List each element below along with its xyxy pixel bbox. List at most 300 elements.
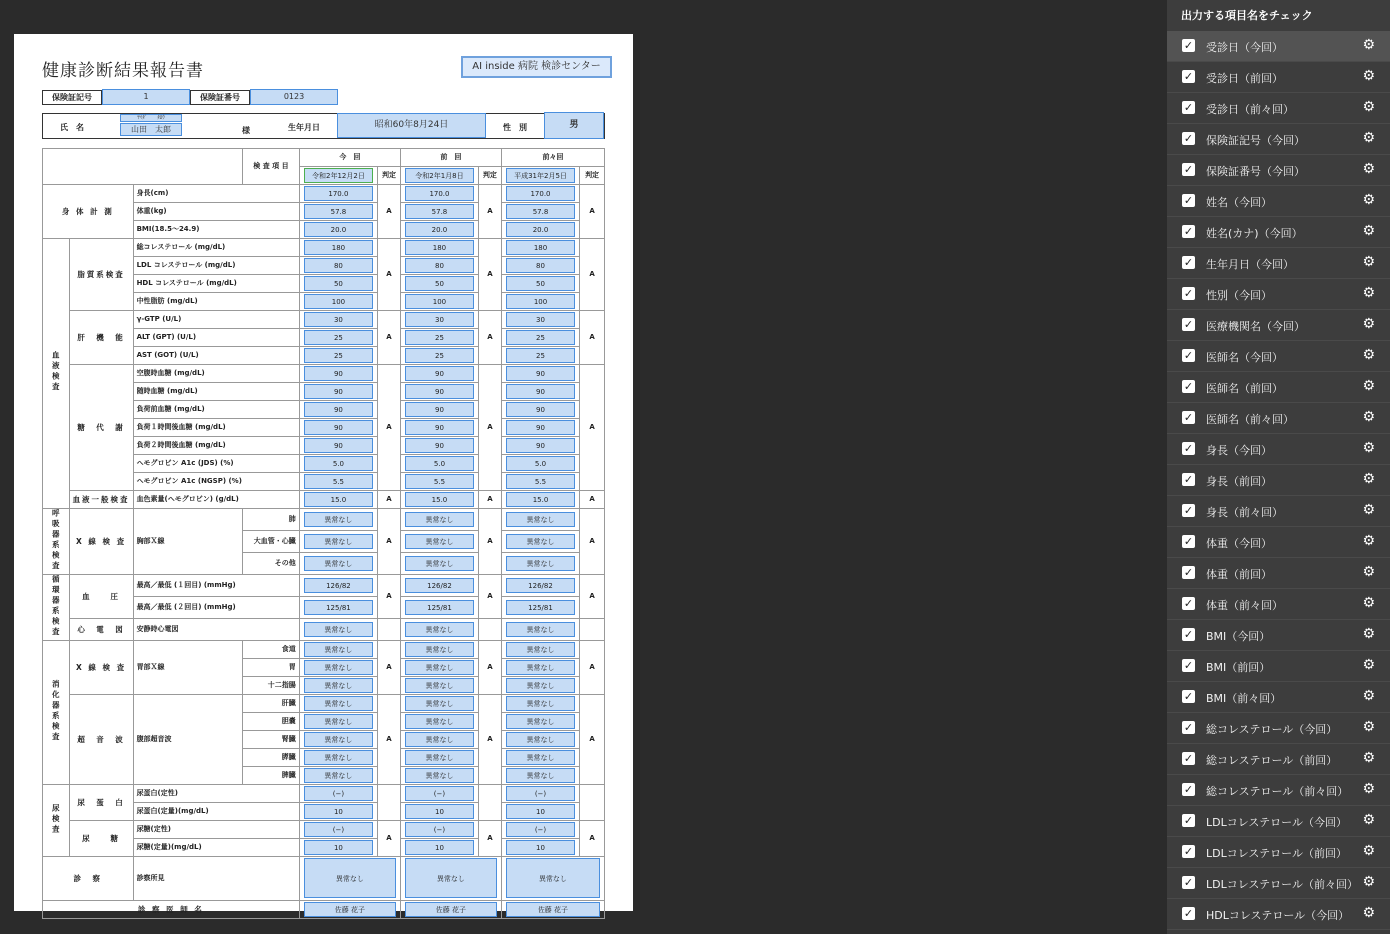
gear-icon[interactable]: ⚙	[1362, 781, 1375, 797]
field-option[interactable]	[1167, 775, 1390, 806]
field-option-label: 体重（前回）	[1206, 568, 1272, 581]
result-value-field[interactable]: 90	[400, 400, 478, 418]
category-major: 血液検査	[43, 238, 70, 508]
result-value-field[interactable]: 異常なし	[400, 766, 478, 784]
judgement: A	[478, 640, 501, 694]
result-value-field[interactable]: 異常なし	[299, 530, 377, 552]
gear-icon[interactable]: ⚙	[1362, 192, 1375, 208]
field-option[interactable]	[1167, 248, 1390, 279]
check-icon[interactable]: ✓	[1183, 287, 1194, 300]
gear-icon[interactable]: ⚙	[1362, 595, 1375, 611]
result-value-field[interactable]: 異常なし	[501, 508, 579, 530]
check-icon[interactable]: ✓	[1183, 39, 1194, 52]
gear-icon[interactable]: ⚙	[1362, 378, 1375, 394]
result-value-field[interactable]: 5.5	[501, 472, 579, 490]
judge-header: 判定	[580, 166, 605, 184]
result-value-field[interactable]: 90	[501, 400, 579, 418]
result-value-field[interactable]: 90	[299, 382, 377, 400]
item-label: 体重(kg)	[133, 202, 299, 220]
result-value-field[interactable]: 126/82	[400, 574, 478, 596]
result-value-field[interactable]: 異常なし	[299, 676, 377, 694]
result-value-field[interactable]: 異常なし	[299, 766, 377, 784]
gear-icon[interactable]: ⚙	[1362, 440, 1375, 456]
exam-label: 診 察	[43, 856, 134, 900]
exam-date-field[interactable]: 令和2年1月8日	[400, 166, 478, 184]
field-option-label: 体重（前々回）	[1206, 599, 1283, 612]
gear-icon[interactable]: ⚙	[1362, 626, 1375, 642]
result-value-field[interactable]: 異常なし	[299, 552, 377, 574]
judgement: A	[378, 694, 401, 784]
result-value-field[interactable]: 90	[299, 400, 377, 418]
result-value-field[interactable]: 80	[400, 256, 478, 274]
field-option[interactable]	[1167, 589, 1390, 620]
field-option[interactable]	[1167, 744, 1390, 775]
name-label: 氏 名	[60, 123, 84, 132]
item-label: 空腹時血糖 (mg/dL)	[133, 364, 299, 382]
check-icon[interactable]: ✓	[1183, 163, 1194, 176]
result-value-field[interactable]: 125/81	[501, 596, 579, 618]
result-value-field[interactable]: 10	[400, 802, 478, 820]
field-option[interactable]	[1167, 186, 1390, 217]
category-minor: X 線 検 査	[69, 640, 133, 694]
field-option[interactable]	[1167, 868, 1390, 899]
check-icon[interactable]: ✓	[1183, 721, 1194, 734]
field-option-label: 医療機関名（今回）	[1206, 320, 1305, 333]
gear-icon[interactable]: ⚙	[1362, 750, 1375, 766]
gear-icon[interactable]: ⚙	[1362, 905, 1375, 921]
judgement: A	[580, 238, 605, 310]
result-value-field[interactable]: 5.0	[501, 454, 579, 472]
item-label: 最高／最低 (２回目) (mmHg)	[133, 596, 299, 618]
judgement: A	[478, 238, 501, 310]
result-value-field[interactable]: 90	[501, 418, 579, 436]
result-value-field[interactable]: 10	[299, 838, 377, 856]
field-option-label: 保険証記号（今回）	[1206, 134, 1305, 147]
sub-item-label: 胃	[243, 658, 300, 676]
result-value-field[interactable]: 20.0	[501, 220, 579, 238]
result-value-field[interactable]: 異常なし	[400, 552, 478, 574]
gear-icon[interactable]: ⚙	[1362, 688, 1375, 704]
result-value-field[interactable]: 異常なし	[501, 730, 579, 748]
check-icon[interactable]: ✓	[1183, 225, 1194, 238]
result-value-field[interactable]: 170.0	[400, 184, 478, 202]
check-icon[interactable]: ✓	[1183, 318, 1194, 331]
doctor-label: 診 察 医 師 名	[43, 900, 300, 918]
check-icon[interactable]: ✓	[1183, 256, 1194, 269]
judgement: A	[478, 184, 501, 238]
field-option-label: 総コレステロール（前々回）	[1206, 785, 1349, 798]
check-icon[interactable]: ✓	[1183, 597, 1194, 610]
field-list	[1167, 31, 1390, 930]
check-icon[interactable]: ✓	[1183, 349, 1194, 362]
period-label: 前 回	[400, 149, 501, 167]
field-option[interactable]	[1167, 93, 1390, 124]
result-value-field[interactable]: 25	[400, 328, 478, 346]
category-major: 循環器系検査	[43, 574, 70, 640]
check-icon[interactable]: ✓	[1183, 101, 1194, 114]
result-value-field[interactable]: 5.0	[299, 454, 377, 472]
field-option-label: LDLコレステロール（今回）	[1206, 816, 1347, 829]
result-value-field[interactable]: 異常なし	[501, 658, 579, 676]
item-label: 尿糖(定量)(mg/dL)	[133, 838, 299, 856]
result-value-field[interactable]: 異常なし	[400, 618, 478, 640]
result-value-field[interactable]: 90	[400, 364, 478, 382]
gear-icon[interactable]: ⚙	[1362, 37, 1375, 53]
gear-icon[interactable]: ⚙	[1362, 130, 1375, 146]
field-option-label: LDLコレステロール（前々回）	[1206, 878, 1358, 891]
check-icon[interactable]: ✓	[1183, 783, 1194, 796]
judgement: A	[580, 364, 605, 490]
field-option-label: 総コレステロール（今回）	[1206, 723, 1338, 736]
result-value-field[interactable]: 5.5	[299, 472, 377, 490]
sub-item-label: 食道	[243, 640, 300, 658]
result-value-field[interactable]: 126/82	[501, 574, 579, 596]
result-value-field[interactable]: 異常なし	[400, 730, 478, 748]
result-value-field[interactable]: 5.0	[400, 454, 478, 472]
sub-item-label: 十二指腸	[243, 676, 300, 694]
insurance-symbol-field[interactable]: 1	[102, 89, 190, 105]
item-label: LDL コレステロール (mg/dL)	[133, 256, 299, 274]
result-value-field[interactable]: 100	[501, 292, 579, 310]
result-value-field[interactable]: 180	[400, 238, 478, 256]
check-icon[interactable]: ✓	[1183, 380, 1194, 393]
field-option[interactable]	[1167, 434, 1390, 465]
check-icon[interactable]: ✓	[1183, 814, 1194, 827]
judgement: A	[580, 508, 605, 574]
gear-icon[interactable]: ⚙	[1362, 254, 1375, 270]
field-option[interactable]	[1167, 217, 1390, 248]
item-label: 尿蛋白(定量)(mg/dL)	[133, 802, 299, 820]
judgement: A	[478, 364, 501, 490]
check-icon[interactable]: ✓	[1183, 132, 1194, 145]
category-minor: 脂質系検査	[69, 238, 133, 310]
result-value-field[interactable]: 125/81	[400, 596, 478, 618]
exam-finding-field[interactable]: 異常なし	[501, 856, 604, 900]
result-value-field[interactable]: 90	[299, 418, 377, 436]
result-value-field[interactable]: 100	[299, 292, 377, 310]
result-value-field[interactable]: 90	[501, 382, 579, 400]
judgement: A	[478, 508, 501, 574]
field-option[interactable]	[1167, 837, 1390, 868]
result-value-field[interactable]: 25	[501, 346, 579, 364]
result-value-field[interactable]: 異常なし	[400, 694, 478, 712]
sex-field[interactable]: 男	[544, 112, 604, 139]
item-label: 腹部超音波	[133, 694, 243, 784]
check-icon[interactable]: ✓	[1183, 566, 1194, 579]
result-value-field[interactable]: 異常なし	[400, 508, 478, 530]
exam-finding-field[interactable]: 異常なし	[400, 856, 501, 900]
result-value-field[interactable]: 異常なし	[299, 694, 377, 712]
result-value-field[interactable]: (−)	[400, 820, 478, 838]
field-option[interactable]	[1167, 62, 1390, 93]
result-value-field[interactable]: 25	[299, 328, 377, 346]
exam-item-label: 診察所見	[133, 856, 299, 900]
result-value-field[interactable]: 57.8	[299, 202, 377, 220]
result-value-field[interactable]: 異常なし	[299, 748, 377, 766]
category-minor: 心 電 図	[69, 618, 133, 640]
field-option-label: 生年月日（今回）	[1206, 258, 1294, 271]
field-option[interactable]	[1167, 527, 1390, 558]
gear-icon[interactable]: ⚙	[1362, 533, 1375, 549]
judge-header: 判定	[378, 166, 401, 184]
item-label: 尿蛋白(定性)	[133, 784, 299, 802]
result-value-field[interactable]: 5.5	[400, 472, 478, 490]
sub-item-label: 肝臓	[243, 694, 300, 712]
field-option-label: 身長（前々回）	[1206, 506, 1283, 519]
result-value-field[interactable]: 異常なし	[299, 508, 377, 530]
item-label: HDL コレステロール (mg/dL)	[133, 274, 299, 292]
gear-icon[interactable]: ⚙	[1362, 347, 1375, 363]
result-value-field[interactable]: 100	[400, 292, 478, 310]
field-option[interactable]	[1167, 651, 1390, 682]
category-minor: 血 圧	[69, 574, 133, 618]
result-value-field[interactable]: 25	[501, 328, 579, 346]
result-value-field[interactable]: 30	[299, 310, 377, 328]
result-value-field[interactable]: 異常なし	[299, 712, 377, 730]
check-icon[interactable]: ✓	[1183, 845, 1194, 858]
gear-icon[interactable]: ⚙	[1362, 316, 1375, 332]
doctor-name-field[interactable]: 佐藤 花子	[400, 900, 501, 918]
gear-icon[interactable]: ⚙	[1362, 657, 1375, 673]
judgement: A	[478, 490, 501, 508]
result-value-field[interactable]: 10	[299, 802, 377, 820]
result-value-field[interactable]: 異常なし	[299, 640, 377, 658]
result-value-field[interactable]: 180	[299, 238, 377, 256]
result-value-field[interactable]: 170.0	[299, 184, 377, 202]
category-minor: X 線 検 査	[69, 508, 133, 574]
result-value-field[interactable]: 57.8	[400, 202, 478, 220]
result-value-field[interactable]: 57.8	[501, 202, 579, 220]
result-value-field[interactable]: (−)	[400, 784, 478, 802]
check-icon[interactable]: ✓	[1183, 411, 1194, 424]
category-minor: 尿 糖	[69, 820, 133, 856]
check-icon[interactable]: ✓	[1183, 752, 1194, 765]
dob-field[interactable]: 昭和60年8月24日	[337, 113, 486, 138]
category-minor: 血液一般検査	[69, 490, 133, 508]
field-option[interactable]	[1167, 558, 1390, 589]
result-value-field[interactable]: 50	[299, 274, 377, 292]
check-icon[interactable]: ✓	[1183, 473, 1194, 486]
result-value-field[interactable]: 30	[501, 310, 579, 328]
field-option[interactable]	[1167, 310, 1390, 341]
gear-icon[interactable]: ⚙	[1362, 99, 1375, 115]
gear-icon[interactable]: ⚙	[1362, 409, 1375, 425]
result-value-field[interactable]: 15.0	[400, 490, 478, 508]
field-option[interactable]	[1167, 124, 1390, 155]
field-option[interactable]	[1167, 465, 1390, 496]
field-option[interactable]	[1167, 620, 1390, 651]
field-option[interactable]	[1167, 372, 1390, 403]
gear-icon[interactable]: ⚙	[1362, 874, 1375, 890]
judgement: A	[378, 640, 401, 694]
field-option-label: BMI（前々回）	[1206, 692, 1282, 705]
judgement: A	[580, 574, 605, 618]
item-label: 胃部Ｘ線	[133, 640, 243, 694]
item-label: AST (GOT) (U/L)	[133, 346, 299, 364]
field-option[interactable]	[1167, 31, 1390, 62]
result-value-field[interactable]: 125/81	[299, 596, 377, 618]
field-option[interactable]	[1167, 403, 1390, 434]
result-value-field[interactable]: (−)	[299, 784, 377, 802]
exam-finding-field[interactable]: 異常なし	[299, 856, 400, 900]
item-label: ヘモグロビン A1c (JDS) (%)	[133, 454, 299, 472]
check-icon[interactable]: ✓	[1183, 659, 1194, 672]
result-value-field[interactable]: 異常なし	[501, 766, 579, 784]
header-blank	[43, 149, 243, 185]
result-value-field[interactable]: 15.0	[501, 490, 579, 508]
check-icon[interactable]: ✓	[1183, 628, 1194, 641]
item-label: 負荷１時間後血糖 (mg/dL)	[133, 418, 299, 436]
check-icon[interactable]: ✓	[1183, 907, 1194, 920]
result-value-field[interactable]: 異常なし	[501, 618, 579, 640]
item-label: 胸部Ｘ線	[133, 508, 243, 574]
result-value-field[interactable]: 異常なし	[299, 730, 377, 748]
gear-icon[interactable]: ⚙	[1362, 843, 1375, 859]
result-value-field[interactable]: 異常なし	[299, 658, 377, 676]
result-value-field[interactable]: 異常なし	[400, 676, 478, 694]
result-value-field[interactable]: 90	[400, 436, 478, 454]
field-option-label: 体重（今回）	[1206, 537, 1272, 550]
field-option[interactable]	[1167, 899, 1390, 930]
judgement: A	[378, 238, 401, 310]
result-value-field[interactable]: 90	[299, 436, 377, 454]
judgement: A	[378, 490, 401, 508]
item-label: ALT (GPT) (U/L)	[133, 328, 299, 346]
field-option[interactable]	[1167, 496, 1390, 527]
doctor-name-field[interactable]: 佐藤 花子	[299, 900, 400, 918]
field-option[interactable]	[1167, 806, 1390, 837]
result-value-field[interactable]: 90	[501, 364, 579, 382]
result-value-field[interactable]: 10	[400, 838, 478, 856]
result-value-field[interactable]: 異常なし	[400, 748, 478, 766]
result-value-field[interactable]: 90	[501, 436, 579, 454]
result-value-field[interactable]: (−)	[299, 820, 377, 838]
judgement: A	[478, 574, 501, 618]
result-value-field[interactable]: 異常なし	[400, 658, 478, 676]
result-value-field[interactable]: 10	[501, 838, 579, 856]
field-option[interactable]	[1167, 155, 1390, 186]
results-table	[42, 148, 605, 919]
result-value-field[interactable]: 異常なし	[501, 712, 579, 730]
result-value-field[interactable]: 異常なし	[501, 530, 579, 552]
result-value-field[interactable]: 80	[299, 256, 377, 274]
gear-icon[interactable]: ⚙	[1362, 812, 1375, 828]
result-value-field[interactable]: 異常なし	[501, 676, 579, 694]
insurance-number-field[interactable]: 0123	[250, 89, 338, 105]
result-value-field[interactable]: 90	[400, 418, 478, 436]
judgement: A	[478, 694, 501, 784]
field-option-label: 身長（今回）	[1206, 444, 1272, 457]
result-value-field[interactable]: 異常なし	[400, 530, 478, 552]
item-label: 負荷２時間後血糖 (mg/dL)	[133, 436, 299, 454]
field-option-label: BMI（今回）	[1206, 630, 1271, 643]
judgement: A	[580, 694, 605, 784]
result-value-field[interactable]: (−)	[501, 820, 579, 838]
exam-date-field[interactable]: 平成31年2月5日	[501, 166, 579, 184]
sub-item-label: 膵臓	[243, 748, 300, 766]
result-value-field[interactable]: 異常なし	[501, 640, 579, 658]
item-label: 最高／最低 (１回目) (mmHg)	[133, 574, 299, 596]
check-icon[interactable]: ✓	[1183, 442, 1194, 455]
field-option[interactable]	[1167, 279, 1390, 310]
exam-date-field[interactable]: 令和2年12月2日	[299, 166, 377, 184]
field-option[interactable]	[1167, 713, 1390, 744]
field-option-label: 性別（今回）	[1206, 289, 1272, 302]
period-label: 今 回	[299, 149, 400, 167]
check-icon[interactable]: ✓	[1183, 70, 1194, 83]
result-value-field[interactable]: 異常なし	[299, 618, 377, 640]
result-value-field[interactable]: 20.0	[400, 220, 478, 238]
result-value-field[interactable]: 異常なし	[501, 748, 579, 766]
field-option-label: 受診日（今回）	[1206, 41, 1283, 54]
dob-label: 生年月日	[288, 123, 320, 132]
field-option-label: 医師名（前回）	[1206, 382, 1283, 395]
item-label: 血色素量(ヘモグロビン) (g/dL)	[133, 490, 299, 508]
gear-icon[interactable]: ⚙	[1362, 285, 1375, 301]
judgement: A	[378, 364, 401, 490]
result-value-field[interactable]: 90	[299, 364, 377, 382]
doctor-name-field[interactable]: 佐藤 花子	[501, 900, 604, 918]
result-value-field[interactable]: 異常なし	[501, 552, 579, 574]
result-value-field[interactable]: 25	[400, 346, 478, 364]
result-value-field[interactable]: 50	[501, 274, 579, 292]
result-value-field[interactable]: 20.0	[299, 220, 377, 238]
result-value-field[interactable]: 80	[501, 256, 579, 274]
field-option[interactable]	[1167, 682, 1390, 713]
hospital-name-field[interactable]: AI inside 病院 検診センター	[461, 56, 612, 78]
document-preview	[14, 34, 633, 914]
result-value-field[interactable]: 126/82	[299, 574, 377, 596]
result-value-field[interactable]: 50	[400, 274, 478, 292]
result-value-field[interactable]: 170.0	[501, 184, 579, 202]
result-value-field[interactable]: 10	[501, 802, 579, 820]
gear-icon[interactable]: ⚙	[1362, 564, 1375, 580]
result-value-field[interactable]: 異常なし	[400, 712, 478, 730]
check-icon[interactable]: ✓	[1183, 876, 1194, 889]
item-label: 尿糖(定性)	[133, 820, 299, 838]
panel-title: 出力する項目名をチェック	[1181, 9, 1313, 22]
gear-icon[interactable]: ⚙	[1362, 161, 1375, 177]
result-value-field[interactable]: 異常なし	[400, 640, 478, 658]
result-value-field[interactable]: 15.0	[299, 490, 377, 508]
gear-icon[interactable]: ⚙	[1362, 719, 1375, 735]
name-field[interactable]: 山田 太郎	[120, 123, 182, 136]
result-value-field[interactable]: 90	[400, 382, 478, 400]
gear-icon[interactable]: ⚙	[1362, 68, 1375, 84]
check-icon[interactable]: ✓	[1183, 535, 1194, 548]
check-icon[interactable]: ✓	[1183, 194, 1194, 207]
category-minor: 尿 蛋 白	[69, 784, 133, 820]
judgement: A	[478, 310, 501, 364]
field-option-label: LDLコレステロール（前回）	[1206, 847, 1347, 860]
category-minor: 糖 代 謝	[69, 364, 133, 490]
result-value-field[interactable]: 25	[299, 346, 377, 364]
result-value-field[interactable]: 30	[400, 310, 478, 328]
category-major: 尿検査	[43, 784, 70, 856]
judgement: A	[580, 310, 605, 364]
name-kana-field[interactable]: ﾔﾏﾀﾞ ﾀﾛｳ	[120, 114, 182, 122]
sub-item-label: 腎臓	[243, 730, 300, 748]
gear-icon[interactable]: ⚙	[1362, 502, 1375, 518]
gear-icon[interactable]: ⚙	[1362, 471, 1375, 487]
check-icon[interactable]: ✓	[1183, 690, 1194, 703]
result-value-field[interactable]: (−)	[501, 784, 579, 802]
result-value-field[interactable]: 180	[501, 238, 579, 256]
check-icon[interactable]: ✓	[1183, 504, 1194, 517]
result-value-field[interactable]: 異常なし	[501, 694, 579, 712]
gear-icon[interactable]: ⚙	[1362, 223, 1375, 239]
field-option[interactable]	[1167, 341, 1390, 372]
